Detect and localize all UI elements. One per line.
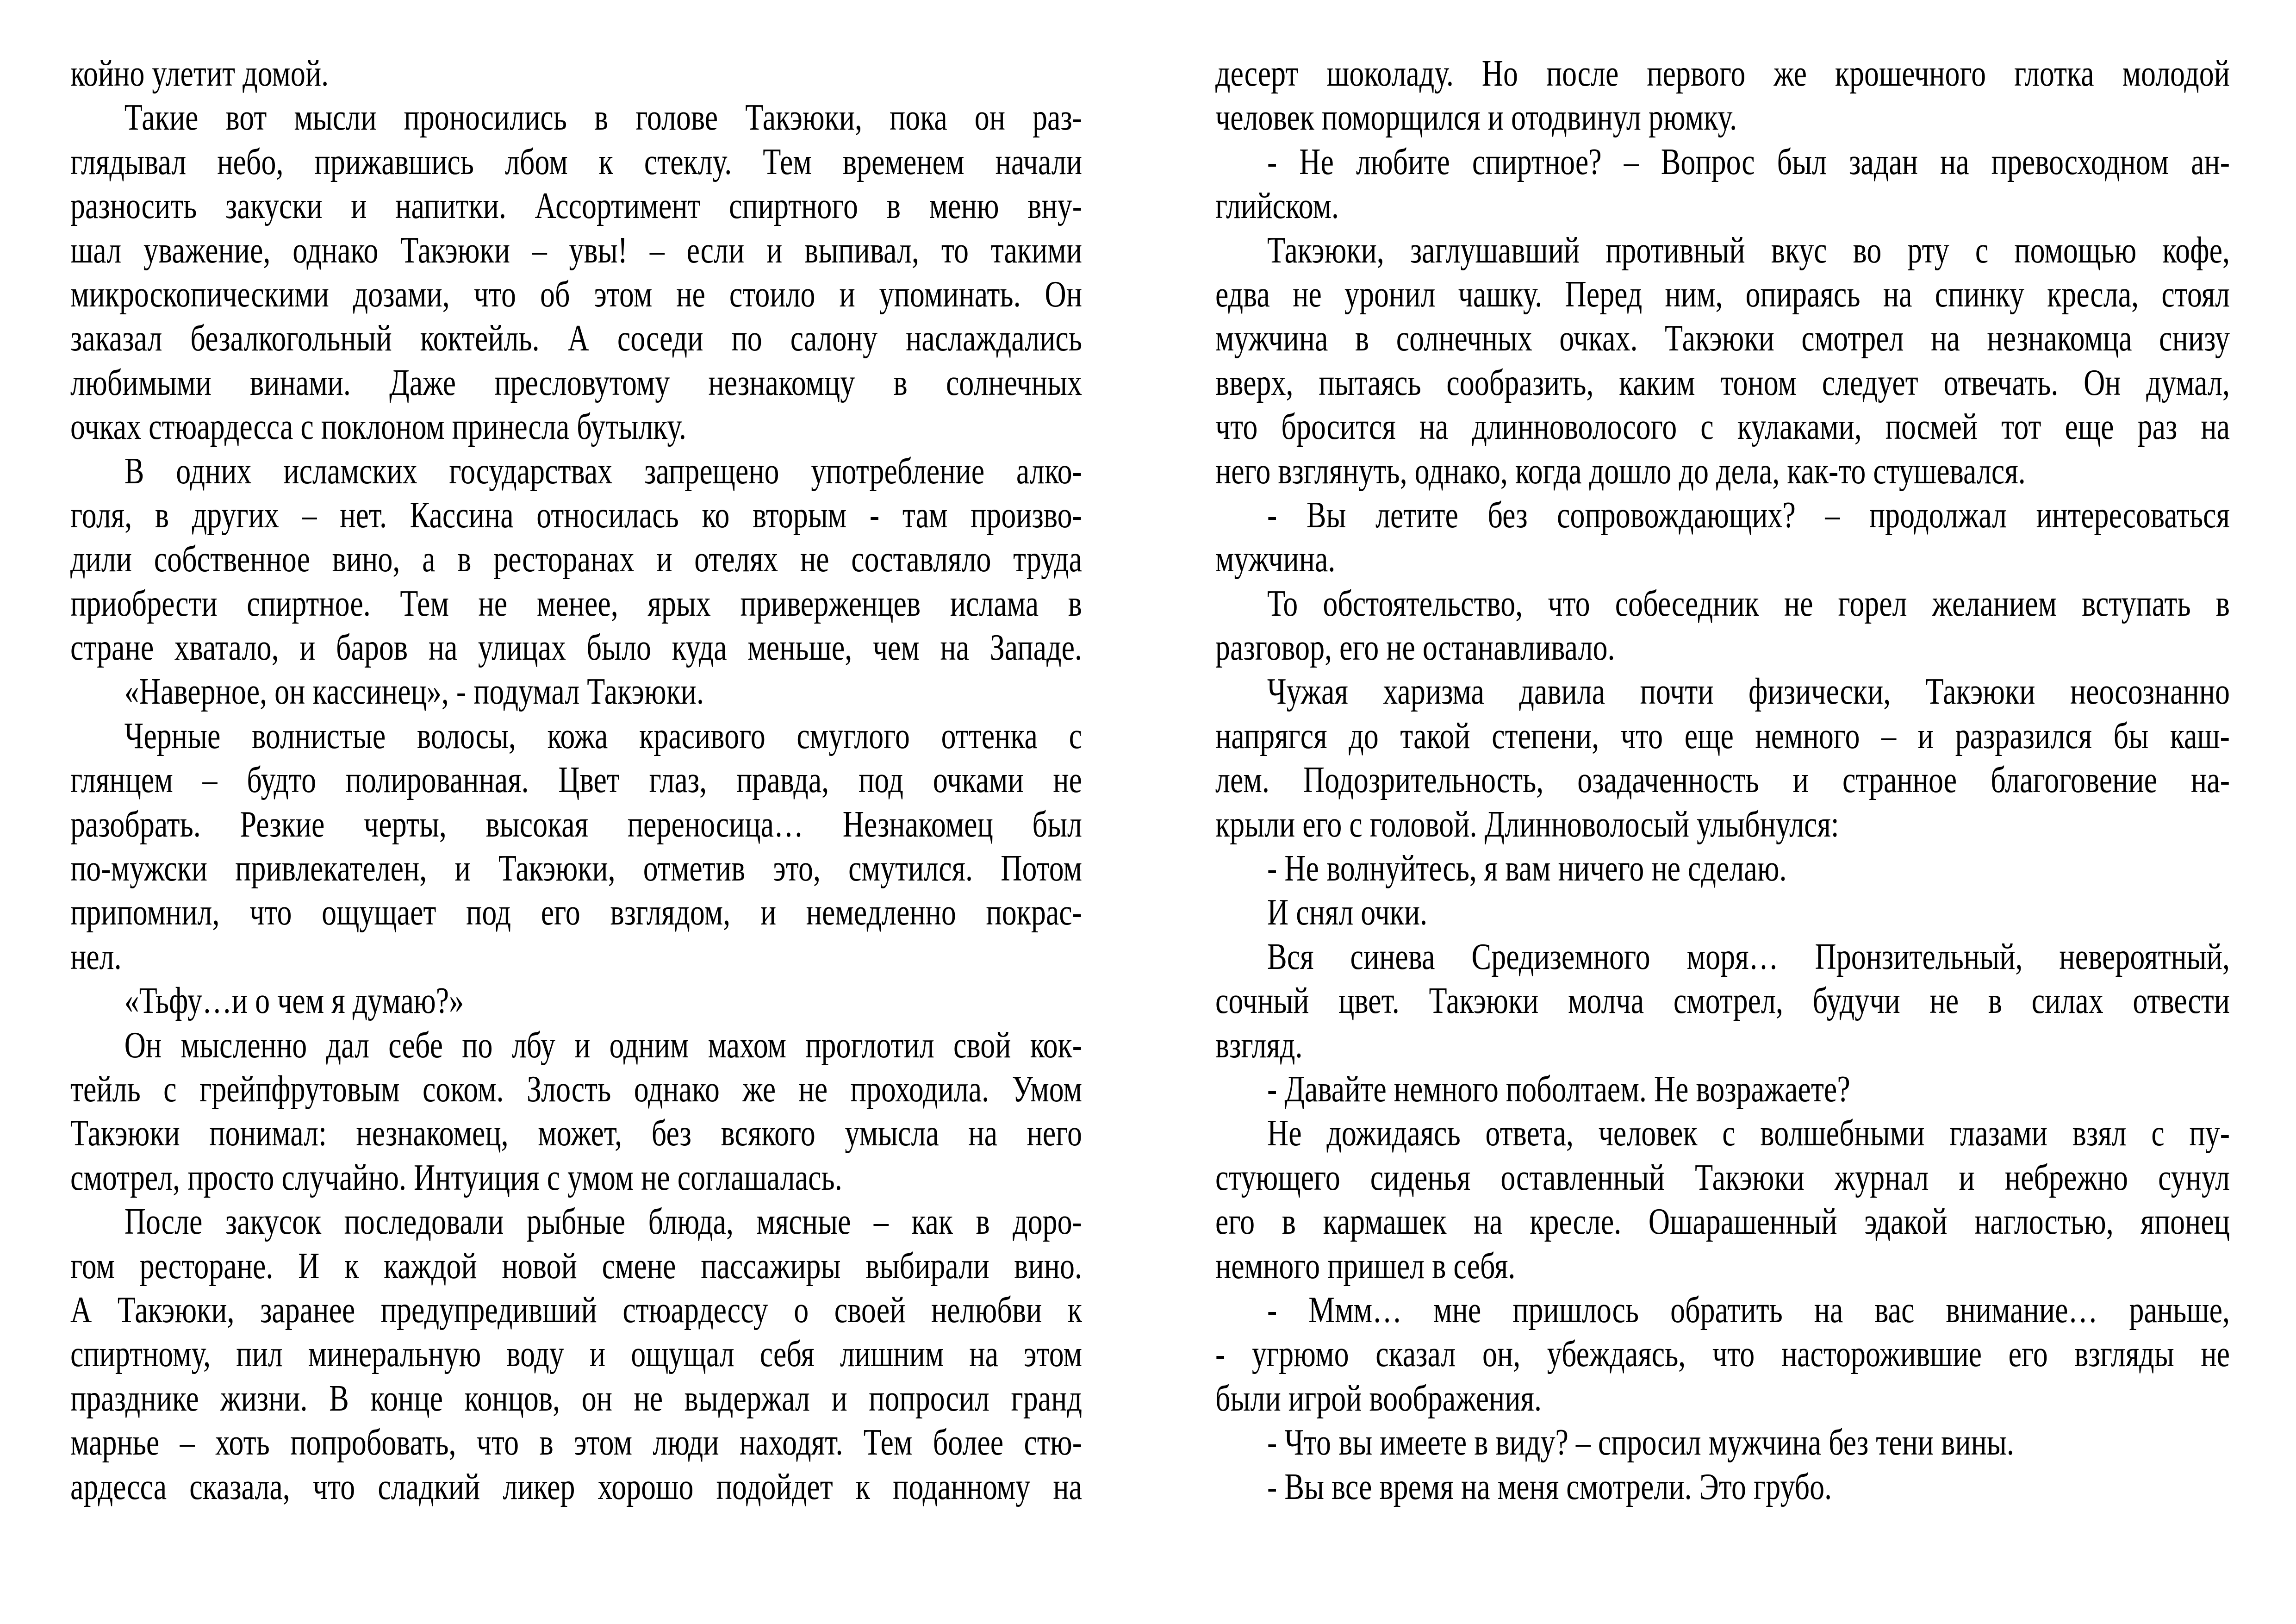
text-line-content: лем. Подозрительность, озадаченность и странное благоговение на- (1215, 760, 2230, 801)
text-line-content: празднике жизни. В конце концов, он не выдержал и попросил гранд (70, 1378, 1082, 1419)
text-line (70, 847, 1082, 891)
text-line (70, 758, 1082, 802)
text-line (1215, 1421, 2230, 1465)
text-line (70, 537, 1082, 581)
text-line (70, 450, 1082, 493)
text-line (70, 1112, 1082, 1156)
text-line-content: марнье – хоть попробовать, что в этом люди находят. Тем более стю- (70, 1422, 1082, 1463)
text-line-content: глянцем – будто полированная. Цвет глаз, правда, под очками не (70, 760, 1082, 801)
text-line (70, 273, 1082, 317)
text-line (70, 1288, 1082, 1332)
text-line-content: очках стюардесса с поклоном принесла бутылку. (70, 406, 686, 448)
text-line-content: В одних исламских государствах запрещено употребление алко- (124, 450, 1082, 492)
text-line-content: припомнил, что ощущает под его взглядом, и немедленно покрас- (70, 892, 1082, 933)
text-line (1215, 1288, 2230, 1332)
text-line-content: его в кармашек на кресле. Ошарашенный эдакой наглостью, японец (1215, 1201, 2230, 1243)
text-line-content: стующего сиденья оставленный Такэюки журнал и небрежно сунул (1215, 1157, 2230, 1198)
text-line (70, 1200, 1082, 1244)
text-line-content: - Давайте немного поболтаем. Не возражаете? (1267, 1068, 1850, 1110)
text-line-content: Вся синева Средиземного моря… Пронзительный, невероятный, (1267, 936, 2230, 977)
text-line-content: гом ресторане. И к каждой новой смене пассажиры выбирали вино. (70, 1245, 1082, 1287)
text-line (70, 935, 1082, 979)
text-line-content: ардесса сказала, что сладкий ликер хорошо подойдет к поданному на (70, 1466, 1082, 1507)
text-line-content: человек поморщился и отодвинул рюмку. (1215, 97, 1737, 138)
text-line (1215, 96, 2230, 140)
text-line-content: Такэюки, заглушавший противный вкус во рту с помощью кофе, (1267, 230, 2230, 271)
text-line (1215, 537, 2230, 581)
text-line (1215, 1068, 2230, 1112)
text-line (1215, 405, 2230, 449)
text-line-content: глийском. (1215, 186, 1339, 227)
text-line (1215, 803, 2230, 847)
text-line-content: были игрой воображения. (1215, 1378, 1542, 1419)
text-line (70, 803, 1082, 847)
text-line-content: немного пришел в себя. (1215, 1245, 1516, 1287)
text-line-content: Такэюки понимал: незнакомец, может, без всякого умысла на него (70, 1113, 1082, 1154)
text-line (1215, 847, 2230, 891)
text-line (1215, 493, 2230, 537)
text-line (70, 229, 1082, 273)
text-line-content: дили собственное вино, а в ресторанах и отелях не составляло труда (70, 539, 1082, 580)
text-line-content: - Вы все время на меня смотрели. Это грубо. (1267, 1466, 1832, 1507)
text-line-content: И снял очки. (1267, 892, 1428, 933)
text-line (70, 140, 1082, 184)
text-line-content: взгляд. (1215, 1024, 1303, 1066)
text-line (1215, 273, 2230, 317)
text-line-content: - угрюмо сказал он, убеждаясь, что насторожившие его взгляды не (1215, 1334, 2230, 1375)
text-line (70, 626, 1082, 670)
text-line (70, 670, 1082, 714)
text-line (70, 1421, 1082, 1465)
text-line (70, 1465, 1082, 1509)
text-line-content: любимыми винами. Даже пресловутому незнакомцу в солнечных (70, 362, 1082, 403)
text-line (1215, 891, 2230, 935)
text-line-content: разговор, его не останавливало. (1215, 627, 1615, 668)
text-line (1215, 935, 2230, 979)
text-line-content: микроскопическими дозами, что об этом не стоило и упоминать. Он (70, 274, 1082, 315)
text-line (1215, 317, 2230, 361)
text-line (1215, 140, 2230, 184)
text-line-content: мужчина. (1215, 539, 1336, 580)
text-line-content: нел. (70, 936, 122, 977)
text-line-content: Черные волнистые волосы, кожа красивого смуглого оттенка с (124, 715, 1082, 756)
text-line-content: - Ммм… мне пришлось обратить на вас внимание… раньше, (1267, 1289, 2230, 1330)
text-line-content: - Не волнуйтесь, я вам ничего не сделаю. (1267, 848, 1787, 889)
text-line-content: что бросится на длинноволосого с кулаками, посмей тот еще раз на (1215, 406, 2230, 448)
text-line-content: шал уважение, однако Такэюки – увы! – если и выпивал, то такими (70, 230, 1082, 271)
text-line-content: разобрать. Резкие черты, высокая переносица… Незнакомец был (70, 804, 1082, 845)
text-line-content: То обстоятельство, что собеседник не горел желанием вступать в (1267, 583, 2230, 624)
text-line (1215, 1156, 2230, 1200)
text-line (70, 317, 1082, 361)
text-line (70, 714, 1082, 758)
text-line (1215, 1112, 2230, 1156)
text-line (70, 582, 1082, 626)
text-line (70, 1156, 1082, 1200)
text-line-content: мужчина в солнечных очках. Такэюки смотрел на незнакомца снизу (1215, 318, 2230, 359)
text-line (1215, 450, 2230, 493)
text-line-content: койно улетит домой. (70, 53, 329, 94)
text-line (1215, 1377, 2230, 1421)
text-line (70, 1377, 1082, 1421)
text-line (70, 52, 1082, 96)
right-page (1215, 52, 2230, 1509)
text-line (1215, 758, 2230, 802)
text-line (1215, 1200, 2230, 1244)
text-line-content: стране хватало, и баров на улицах было куда меньше, чем на Западе. (70, 627, 1082, 668)
text-line-content: Он мысленно дал себе по лбу и одним махом проглотил свой кок- (124, 1024, 1082, 1066)
text-line-content: «Наверное, он кассинец», - подумал Такэюки. (124, 671, 704, 712)
text-line-content: сочный цвет. Такэюки молча смотрел, будучи не в силах отвести (1215, 981, 2230, 1022)
text-line (1215, 979, 2230, 1023)
text-line-content: крыли его с головой. Длинноволосый улыбнулся: (1215, 804, 1839, 845)
text-line (1215, 229, 2230, 273)
text-line-content: десерт шоколаду. Но после первого же крошечного глотка молодой (1215, 53, 2230, 94)
text-line (70, 1332, 1082, 1376)
text-line (1215, 1244, 2230, 1288)
text-line-content: него взглянуть, однако, когда дошло до дела, как-то стушевался. (1215, 450, 2026, 492)
text-line (1215, 714, 2230, 758)
text-line-content: - Вы летите без сопровождающих? – продолжал интересоваться (1267, 494, 2230, 536)
text-line-content: по-мужски привлекателен, и Такэюки, отметив это, смутился. Потом (70, 848, 1082, 889)
text-line-content: едва не уронил чашку. Перед ним, опираясь на спинку кресла, стоял (1215, 274, 2230, 315)
text-line (70, 405, 1082, 449)
text-line (1215, 1465, 2230, 1509)
text-line (70, 493, 1082, 537)
text-line-content: После закусок последовали рыбные блюда, мясные – как в доро- (124, 1201, 1082, 1243)
text-line-content: Чужая харизма давила почти физически, Такэюки неосознанно (1267, 671, 2230, 712)
text-line-content: голя, в других – нет. Кассина относилась ко вторым - там произво- (70, 494, 1082, 536)
left-page (70, 52, 1082, 1509)
text-line (70, 361, 1082, 405)
text-line-content: заказал безалкогольный коктейль. А соседи по салону наслаждались (70, 318, 1082, 359)
text-line (70, 1244, 1082, 1288)
text-line-content: смотрел, просто случайно. Интуиция с умом не соглашалась. (70, 1157, 842, 1198)
text-line (70, 979, 1082, 1023)
text-line-content: - Что вы имеете в виду? – спросил мужчина без тени вины. (1267, 1422, 2014, 1463)
text-line (70, 1024, 1082, 1068)
text-line-content: разносить закуски и напитки. Ассортимент спиртного в меню вну- (70, 186, 1082, 227)
text-line-content: глядывал небо, прижавшись лбом к стеклу. Тем временем начали (70, 141, 1082, 182)
text-line (1215, 670, 2230, 714)
text-line-content: «Тьфу…и о чем я думаю?» (124, 981, 464, 1022)
text-line (1215, 361, 2230, 405)
text-line-content: - Не любите спиртное? – Вопрос был задан на превосходном ан- (1267, 141, 2230, 182)
text-line (1215, 626, 2230, 670)
text-line-content: Такие вот мысли проносились в голове Такэюки, пока он раз- (124, 97, 1082, 138)
text-line (70, 1068, 1082, 1112)
text-line-content: Не дожидаясь ответа, человек с волшебными глазами взял с пу- (1267, 1113, 2230, 1154)
text-line (1215, 184, 2230, 228)
text-line-content: А Такэюки, заранее предупредивший стюардессу о своей нелюбви к (70, 1289, 1082, 1330)
text-line-content: напрягся до такой степени, что еще немного – и разразился бы каш- (1215, 715, 2230, 756)
text-line (1215, 1332, 2230, 1376)
text-line (1215, 582, 2230, 626)
text-line (70, 891, 1082, 935)
text-line (1215, 52, 2230, 96)
text-line-content: спиртному, пил минеральную воду и ощущал себя лишним на этом (70, 1334, 1082, 1375)
text-line-content: вверх, пытаясь сообразить, каким тоном следует отвечать. Он думал, (1215, 362, 2230, 403)
text-line (1215, 1024, 2230, 1068)
text-line (70, 96, 1082, 140)
text-line (70, 184, 1082, 228)
text-line-content: приобрести спиртное. Тем не менее, ярых приверженцев ислама в (70, 583, 1082, 624)
text-line-content: тейль с грейпфрутовым соком. Злость однако же не проходила. Умом (70, 1068, 1082, 1110)
